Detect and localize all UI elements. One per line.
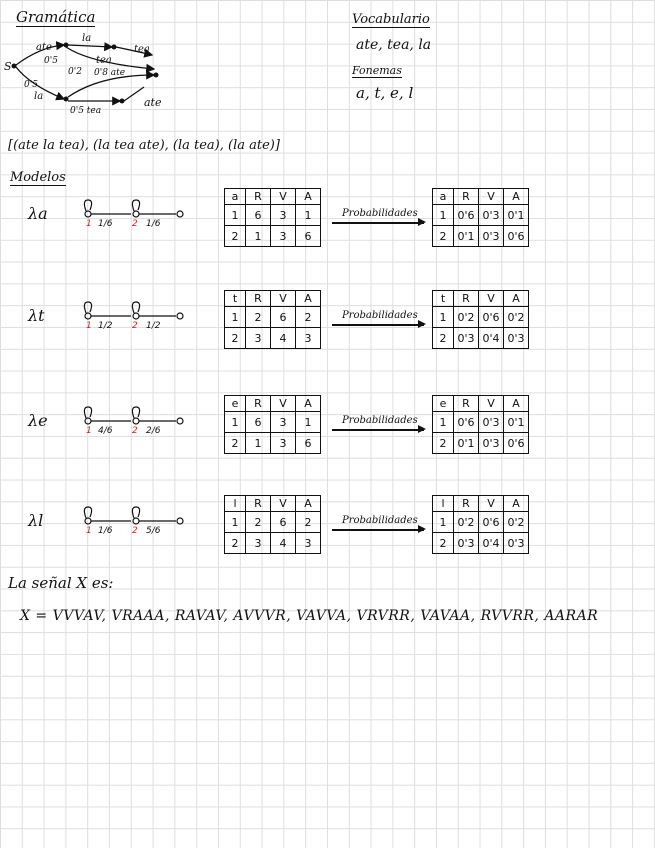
table-header-cell: A — [504, 396, 529, 412]
grammar-edge-os-tea: 0'5 tea — [70, 106, 102, 116]
table-header-cell: V — [479, 396, 504, 412]
table-header-cell: R — [246, 291, 271, 307]
grammar-edge-ate-end: ate — [144, 96, 162, 109]
signal-sequence: X = VVVAV, VRAAA, RAVAV, AVVVR, VAVVA, VRVRR, VAVAA, RVVRR, AARAR — [20, 608, 599, 624]
table-cell: 2 — [296, 512, 321, 533]
grammar-edge-la-top: la — [82, 33, 92, 44]
table-cell: 1 — [225, 412, 246, 433]
table-header-cell: A — [504, 189, 529, 205]
model-arrow-label: Probabilidades — [342, 415, 418, 426]
model-probs-table — [432, 395, 529, 454]
table-cell: 2 — [246, 512, 271, 533]
table-cell: 0'6 — [454, 205, 479, 226]
table-cell: 6 — [246, 205, 271, 226]
model-label: λl — [28, 511, 44, 530]
table-cell: 6 — [296, 433, 321, 454]
table-symbol-cell: t — [433, 291, 454, 307]
table-cell: 3 — [296, 328, 321, 349]
table-cell: 6 — [246, 412, 271, 433]
model-counts-table — [224, 495, 321, 554]
table-cell: 0'3 — [504, 533, 529, 554]
table-cell: 2 — [225, 226, 246, 247]
table-cell: 1 — [433, 205, 454, 226]
table-symbol-cell: l — [225, 496, 246, 512]
table-cell: 3 — [271, 205, 296, 226]
table-cell: 2 — [433, 533, 454, 554]
table-row — [225, 205, 321, 226]
model-counts-table — [224, 395, 321, 454]
table-cell: 3 — [246, 533, 271, 554]
model-arrow — [332, 324, 424, 326]
table-cell: 0'2 — [454, 307, 479, 328]
table-header-cell: A — [296, 189, 321, 205]
table-cell: 1 — [433, 412, 454, 433]
grammar-edge-o2: 0'2 — [68, 67, 82, 77]
table-row — [433, 433, 529, 454]
table-cell: 0'3 — [454, 533, 479, 554]
table-cell: 0'6 — [479, 512, 504, 533]
grammar-start-label: S — [4, 60, 12, 73]
table-cell: 4 — [271, 328, 296, 349]
table-cell: 0'1 — [454, 433, 479, 454]
table-cell: 6 — [271, 307, 296, 328]
model-probs-table — [432, 495, 529, 554]
table-cell: 2 — [246, 307, 271, 328]
table-cell: 0'6 — [504, 433, 529, 454]
model-state2-number: 2 — [132, 219, 138, 229]
grammar-node-1 — [64, 43, 69, 48]
table-row — [433, 412, 529, 433]
table-row — [433, 307, 529, 328]
models-heading: Modelos — [10, 170, 66, 185]
table-cell: 4 — [271, 533, 296, 554]
table-header-cell: R — [454, 396, 479, 412]
table-cell: 0'2 — [504, 307, 529, 328]
grammar-edge-os-left: 0'5 — [24, 80, 38, 90]
table-header-cell: V — [479, 496, 504, 512]
table-header-row — [433, 496, 529, 512]
model-state1-number: 1 — [86, 426, 92, 436]
table-symbol-cell: e — [433, 396, 454, 412]
table-cell: 0'1 — [454, 226, 479, 247]
model-arrow — [332, 429, 424, 431]
table-header-cell: V — [271, 291, 296, 307]
model-arrow-label: Probabilidades — [342, 208, 418, 219]
model-state1-number: 1 — [86, 526, 92, 536]
table-row — [225, 226, 321, 247]
model-arrow — [332, 529, 424, 531]
table-symbol-cell: l — [433, 496, 454, 512]
table-cell: 1 — [433, 307, 454, 328]
model-state1-number: 1 — [86, 321, 92, 331]
table-row — [433, 226, 529, 247]
grammar-edge-tea-top: tea — [134, 44, 150, 55]
table-cell: 2 — [225, 328, 246, 349]
table-cell: 0'3 — [454, 328, 479, 349]
table-cell: 3 — [246, 328, 271, 349]
table-cell: 3 — [296, 533, 321, 554]
table-cell: 1 — [296, 412, 321, 433]
table-cell: 0'3 — [504, 328, 529, 349]
grammar-node-4 — [120, 99, 125, 104]
phonemes-heading: Fonemas — [352, 64, 402, 77]
table-symbol-cell: a — [433, 189, 454, 205]
table-cell: 1 — [433, 512, 454, 533]
model-state2-number: 2 — [132, 526, 138, 536]
vocabulary-words: ate, tea, la — [356, 37, 432, 53]
table-cell: 0'1 — [504, 412, 529, 433]
table-header-cell: R — [454, 291, 479, 307]
table-header-cell: A — [296, 291, 321, 307]
grammar-node-2 — [112, 45, 117, 50]
table-header-cell: R — [454, 189, 479, 205]
grammar-edge-o8-ate: 0'8 ate — [94, 68, 126, 78]
table-cell: 3 — [271, 433, 296, 454]
table-cell: 0'6 — [479, 307, 504, 328]
model-state2-value: 2/6 — [146, 426, 161, 436]
model-state1-value: 4/6 — [98, 426, 113, 436]
table-row — [433, 533, 529, 554]
model-state2-value: 1/6 — [146, 219, 161, 229]
table-cell: 1 — [225, 307, 246, 328]
table-cell: 2 — [433, 433, 454, 454]
table-cell: 2 — [225, 433, 246, 454]
table-row — [433, 512, 529, 533]
grammar-node-start — [12, 64, 17, 69]
table-row — [225, 307, 321, 328]
table-symbol-cell: a — [225, 189, 246, 205]
table-cell: 0'3 — [479, 226, 504, 247]
model-state2-value: 5/6 — [146, 526, 161, 536]
table-cell: 1 — [246, 226, 271, 247]
table-header-cell: V — [271, 189, 296, 205]
model-state2-number: 2 — [132, 426, 138, 436]
model-state2-value: 1/2 — [146, 321, 161, 331]
table-cell: 6 — [271, 512, 296, 533]
table-header-row — [433, 396, 529, 412]
table-header-cell: R — [454, 496, 479, 512]
grammar-edge-os-top: 0'5 — [44, 56, 58, 66]
phonemes-list: a, t, e, l — [356, 84, 414, 102]
table-header-cell: A — [504, 496, 529, 512]
model-counts-table — [224, 290, 321, 349]
grammar-node-3 — [64, 97, 69, 102]
table-cell: 1 — [246, 433, 271, 454]
model-probs-table — [432, 290, 529, 349]
table-header-cell: V — [271, 396, 296, 412]
table-header-row — [433, 291, 529, 307]
table-header-row — [225, 396, 321, 412]
table-header-cell: R — [246, 496, 271, 512]
grammar-edge-ate-top: ate — [36, 42, 52, 53]
table-row — [225, 512, 321, 533]
table-cell: 1 — [225, 205, 246, 226]
model-state2-number: 2 — [132, 321, 138, 331]
table-header-cell: A — [504, 291, 529, 307]
table-cell: 0'2 — [454, 512, 479, 533]
table-row — [225, 533, 321, 554]
model-probs-table — [432, 188, 529, 247]
grammar-heading: Gramática — [16, 8, 96, 26]
signal-label: La señal X es: — [8, 574, 114, 592]
model-state1-value: 1/6 — [98, 526, 113, 536]
table-header-cell: R — [246, 396, 271, 412]
table-row — [225, 412, 321, 433]
model-arrow-label: Probabilidades — [342, 310, 418, 321]
table-row — [433, 205, 529, 226]
grammar-node-end — [154, 73, 159, 78]
table-cell: 1 — [225, 512, 246, 533]
table-row — [433, 328, 529, 349]
table-header-cell: A — [296, 496, 321, 512]
model-state1-value: 1/6 — [98, 219, 113, 229]
table-symbol-cell: e — [225, 396, 246, 412]
table-header-row — [225, 291, 321, 307]
table-cell: 0'2 — [504, 512, 529, 533]
vocabulary-heading: Vocabulario — [352, 12, 430, 27]
table-cell: 2 — [433, 226, 454, 247]
table-cell: 3 — [271, 226, 296, 247]
table-row — [225, 328, 321, 349]
table-cell: 0'3 — [479, 412, 504, 433]
model-arrow — [332, 222, 424, 224]
model-label: λe — [28, 411, 48, 430]
model-state1-value: 1/2 — [98, 321, 113, 331]
table-cell: 0'1 — [504, 205, 529, 226]
grammar-edge-la-left: la — [34, 91, 44, 102]
table-cell: 0'4 — [479, 533, 504, 554]
table-cell: 2 — [433, 328, 454, 349]
sentences-list: [(ate la tea), (la tea ate), (la tea), (la ate)] — [8, 138, 280, 153]
table-header-row — [225, 496, 321, 512]
model-counts-table — [224, 188, 321, 247]
table-cell: 0'3 — [479, 433, 504, 454]
table-cell: 1 — [296, 205, 321, 226]
table-header-row — [225, 189, 321, 205]
table-cell: 0'4 — [479, 328, 504, 349]
table-cell: 6 — [296, 226, 321, 247]
table-header-row — [433, 189, 529, 205]
table-cell: 2 — [296, 307, 321, 328]
table-header-cell: A — [296, 396, 321, 412]
table-header-cell: V — [479, 291, 504, 307]
table-cell: 0'3 — [479, 205, 504, 226]
table-header-cell: V — [271, 496, 296, 512]
table-row — [225, 433, 321, 454]
table-cell: 3 — [271, 412, 296, 433]
model-label: λa — [28, 204, 48, 223]
table-cell: 0'6 — [454, 412, 479, 433]
table-header-cell: V — [479, 189, 504, 205]
model-state1-number: 1 — [86, 219, 92, 229]
model-arrow-label: Probabilidades — [342, 515, 418, 526]
table-cell: 0'6 — [504, 226, 529, 247]
model-label: λt — [28, 306, 45, 325]
grammar-edge-tea-mid: tea — [96, 55, 112, 66]
table-header-cell: R — [246, 189, 271, 205]
table-cell: 2 — [225, 533, 246, 554]
table-symbol-cell: t — [225, 291, 246, 307]
